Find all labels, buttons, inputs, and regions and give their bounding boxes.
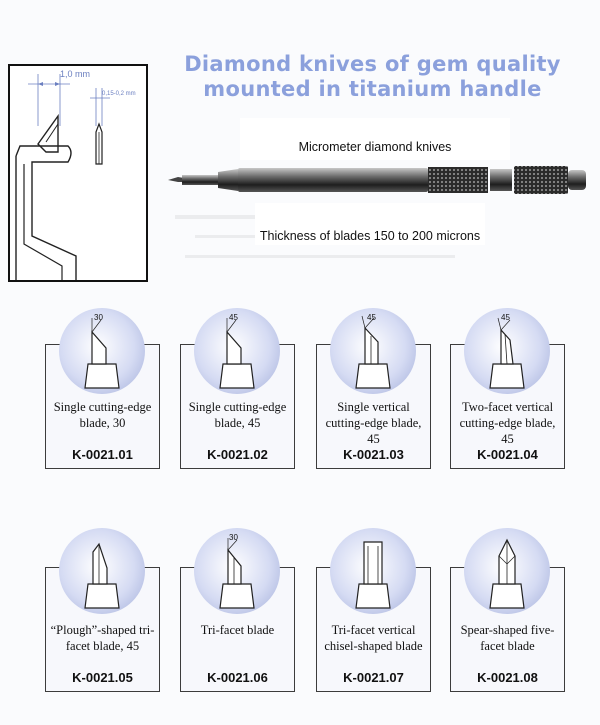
blade-trifacet-icon [194,528,280,614]
blade-angle-label: 30 [229,533,238,542]
titanium-handle-image [168,160,598,200]
product-code: K-0021.08 [477,670,538,685]
product-name: Two-facet vertical cutting-edge blade, 45 [459,400,556,446]
blade-diagram-drawing [10,66,146,280]
blade-chisel-icon [330,528,416,614]
product-code: K-0021.02 [207,447,268,462]
product-name: Single cutting-edge blade, 45 [188,400,287,430]
blade-angle-label: 45 [367,313,376,322]
blade-slant-icon [59,308,145,394]
title-line-2: mounted in titanium handle [203,77,542,101]
product-name: Single cutting-edge blade, 30 [53,400,152,430]
blade-spear-icon [464,528,550,614]
product-code: K-0021.04 [477,447,538,462]
blade-illustration [194,308,280,394]
blade-illustration [59,308,145,394]
blade-illustration [194,528,280,614]
blade-illustration [330,528,416,614]
blade-illustration [464,528,550,614]
thickness-dimension-label: 0,15-0,2 mm [102,91,136,97]
blade-diagram [8,64,148,282]
blade-angle-label: 45 [501,313,510,322]
blade-illustration [330,308,416,394]
product-name: Single vertical cutting-edge blade, 45 [325,400,422,446]
blade-slant-icon [194,308,280,394]
blade-angle-label: 45 [229,313,238,322]
product-name: “Plough”-shaped tri-facet blade, 45 [50,623,155,653]
product-code: K-0021.03 [343,447,404,462]
handle-caption-top: Micrometer diamond knives [240,118,510,160]
page-title [175,52,570,102]
product-name: Tri-facet vertical chisel-shaped blade [324,623,423,653]
product-code: K-0021.07 [343,670,404,685]
blade-illustration [59,528,145,614]
product-name: Tri-facet blade [200,623,275,637]
blade-angle-label: 30 [94,313,103,322]
blade-vertical-icon [330,308,416,394]
product-code: K-0021.05 [72,670,133,685]
title-line-1: Diamond knives of gem quality [184,52,561,76]
product-code: K-0021.06 [207,670,268,685]
blade-twofacet-icon [464,308,550,394]
width-dimension-label: 1,0 mm [60,69,91,79]
blade-plough-icon [59,528,145,614]
product-code: K-0021.01 [72,447,133,462]
product-name: Spear-shaped five-facet blade [460,623,555,653]
handle-caption-bottom: Thickness of blades 150 to 200 microns [255,203,485,245]
blade-illustration [464,308,550,394]
